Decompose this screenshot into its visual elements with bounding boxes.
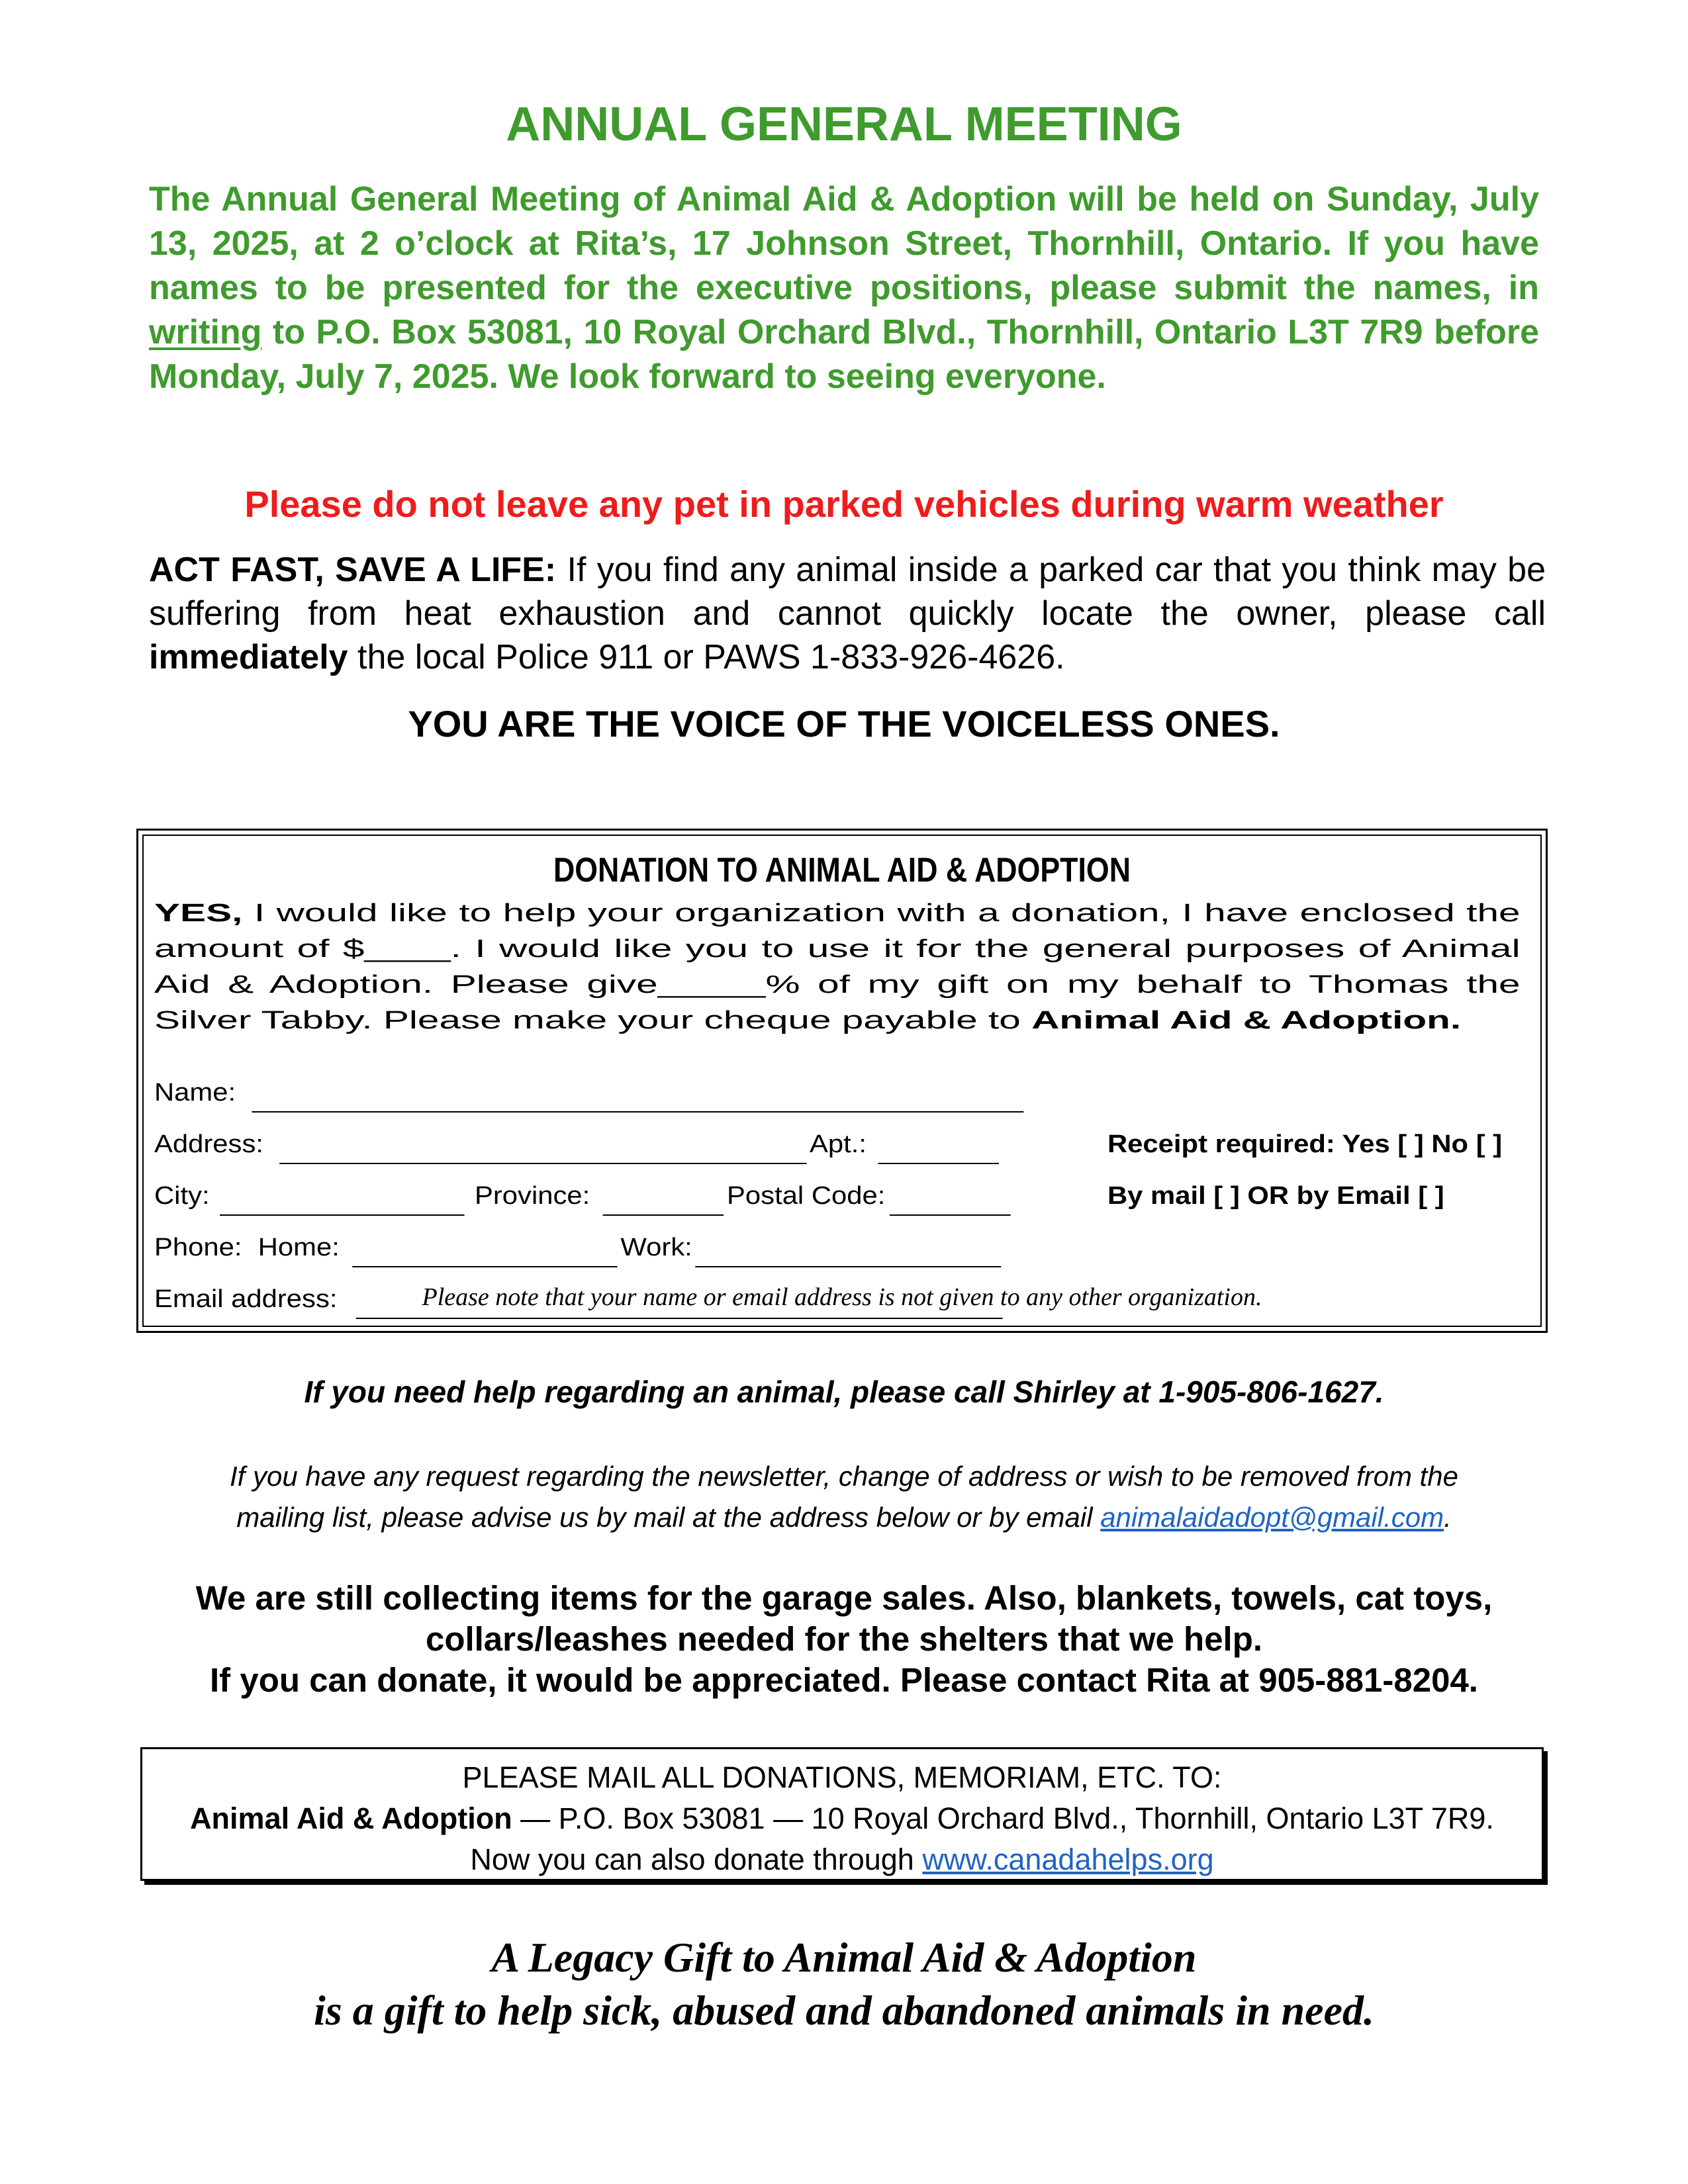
home-label: Home: xyxy=(258,1234,340,1261)
collection-line-3: If you can donate, it would be appreciated. Please contact Rita at 905-881-8204. xyxy=(210,1661,1478,1699)
act-fast-text-1: If you find any animal inside a parked car that you think may be suffering from heat exhaustion and cannot quickly locate the owner, please call xyxy=(149,551,1546,633)
newsletter-line-2-text: mailing list, please advise us by mail at the address below or by email xyxy=(236,1502,1101,1533)
email-label: Email address: xyxy=(154,1285,338,1313)
city-row xyxy=(154,1176,1013,1216)
act-fast-text-2: the local Police 911 or PAWS 1-833-926-4626. xyxy=(348,638,1065,676)
collection-appeal xyxy=(0,1578,1688,1701)
mail-line-1: PLEASE MAIL ALL DONATIONS, MEMORIAM, ETC. TO: xyxy=(462,1760,1222,1794)
newsletter-line-1: If you have any request regarding the newsletter, change of address or wish to be removed from the xyxy=(229,1461,1459,1492)
receipt-required-option[interactable]: Receipt required: Yes [ ] No [ ] xyxy=(1107,1130,1503,1158)
mail-line-3 xyxy=(142,1839,1542,1880)
address-row xyxy=(154,1124,1002,1164)
agm-title: ANNUAL GENERAL MEETING xyxy=(506,98,1182,151)
donation-form-title: DONATION TO ANIMAL AID & ADOPTION xyxy=(553,851,1131,889)
name-row xyxy=(154,1073,1027,1113)
donation-text-2: . I would like you to use it for the general purposes of Animal Aid & Adoption. Please give xyxy=(154,935,1521,999)
name-field-line[interactable] xyxy=(252,1082,1023,1113)
newsletter-line-2-end: . xyxy=(1444,1502,1452,1533)
act-fast-paragraph xyxy=(149,548,1546,679)
work-label: Work: xyxy=(620,1234,692,1261)
donation-percent-blank[interactable]: _____ xyxy=(657,971,766,999)
agm-paragraph xyxy=(149,177,1539,399)
mail-line-2 xyxy=(142,1798,1542,1839)
legacy-gift-message xyxy=(0,1931,1688,2037)
province-field-line[interactable] xyxy=(603,1185,724,1216)
newsletter-paragraph xyxy=(0,1456,1688,1538)
newsletter-line-2 xyxy=(0,1497,1688,1538)
receipt-delivery-option[interactable]: By mail [ ] OR by Email [ ] xyxy=(1107,1182,1444,1210)
postal-code-field-line[interactable] xyxy=(890,1185,1011,1216)
privacy-note: Please note that your name or email address is not given to any other organization. xyxy=(422,1283,1262,1311)
newsletter-email-link[interactable]: animalaidadopt@gmail.com xyxy=(1100,1502,1444,1533)
warm-weather-warning: Please do not leave any pet in parked vehicles during warm weather xyxy=(244,483,1444,525)
canadahelps-link[interactable]: www.canadahelps.org xyxy=(922,1843,1214,1876)
donation-form-box xyxy=(136,829,1548,1333)
act-fast-emphasis: immediately xyxy=(149,638,348,676)
city-field-line[interactable] xyxy=(220,1185,465,1216)
donation-text-1: I would like to help your organization with a donation, I have enclosed the amount of $ xyxy=(154,899,1521,963)
donation-text-3: % of my gift on my behalf to Thomas the Silver Tabby. Please make your cheque payable to xyxy=(154,971,1521,1034)
postal-code-label: Postal Code: xyxy=(727,1182,886,1210)
collection-line-1: We are still collecting items for the garage sales. Also, blankets, towels, cat toys, xyxy=(195,1579,1493,1617)
name-label: Name: xyxy=(154,1079,236,1107)
donation-form-inner-border xyxy=(142,835,1542,1327)
phone-label: Phone: xyxy=(154,1234,242,1261)
home-phone-field-line[interactable] xyxy=(353,1237,618,1267)
address-label: Address: xyxy=(154,1130,263,1158)
donation-amount-blank[interactable]: ____ xyxy=(364,935,451,963)
province-label: Province: xyxy=(475,1182,590,1210)
phone-row xyxy=(154,1228,1004,1267)
donation-yes: YES, xyxy=(154,899,243,927)
collection-line-2: collars/leashes needed for the shelters that we help. xyxy=(425,1620,1263,1658)
agm-text-1: The Annual General Meeting of Animal Aid & Adoption will be held on Sunday, July 13, 2025, at 2 o’clock at Rita’s, 17 Johnson Street, Thornhill, Ontario. If you have names to be presented for the executive positions, please submit the names, in xyxy=(149,180,1539,307)
voice-slogan: YOU ARE THE VOICE OF THE VOICELESS ONES. xyxy=(408,703,1280,745)
donation-payee: Animal Aid & Adoption. xyxy=(1031,1007,1462,1034)
apt-label: Apt.: xyxy=(809,1130,867,1158)
donation-form-intro xyxy=(154,895,1521,1038)
mailing-address-box xyxy=(140,1747,1544,1881)
mail-org-name: Animal Aid & Adoption xyxy=(190,1801,512,1835)
apt-field-line[interactable] xyxy=(878,1134,1000,1164)
mail-address: — P.O. Box 53081 — 10 Royal Orchard Blvd., Thornhill, Ontario L3T 7R9. xyxy=(512,1801,1494,1835)
address-field-line[interactable] xyxy=(279,1134,806,1164)
agm-underlined-word: writing xyxy=(149,313,262,351)
city-label: City: xyxy=(154,1182,210,1210)
mail-donate-text: Now you can also donate through xyxy=(470,1843,923,1876)
legacy-line-1: A Legacy Gift to Animal Aid & Adoption xyxy=(491,1934,1197,1981)
help-contact-line: If you need help regarding an animal, please call Shirley at 1-905-806-1627. xyxy=(304,1375,1384,1409)
agm-text-2: to P.O. Box 53081, 10 Royal Orchard Blvd., Thornhill, Ontario L3T 7R9 before Monday, July 7, 2025. We look forward to seeing everyone. xyxy=(149,313,1539,396)
legacy-line-2: is a gift to help sick, abused and abandoned animals in need. xyxy=(314,1987,1374,2034)
act-fast-lead: ACT FAST, SAVE A LIFE: xyxy=(149,551,557,589)
work-phone-field-line[interactable] xyxy=(695,1237,1001,1267)
